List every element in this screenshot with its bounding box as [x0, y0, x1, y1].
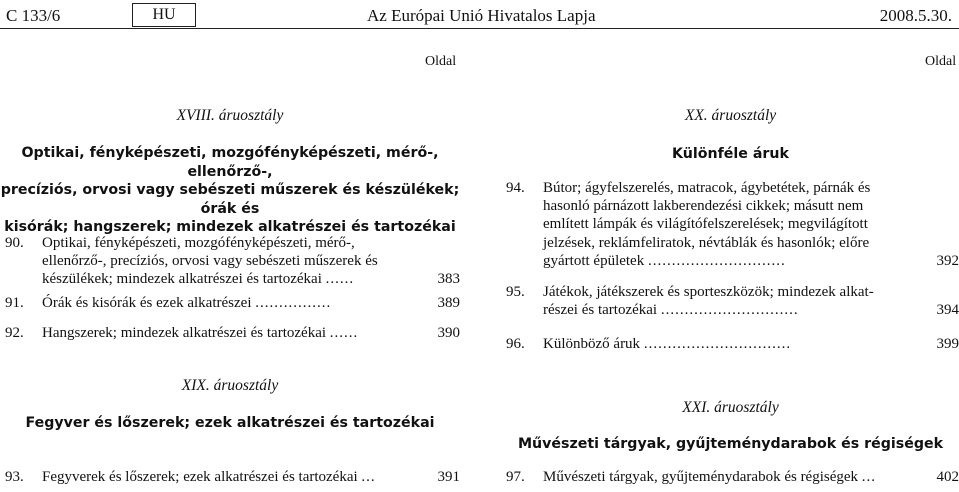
entry-line: Hangszerek; mindezek alkatrészei és tartozékai — [42, 325, 327, 341]
entry-line: Bútor; ágyfelszerelés, matracok, ágybetétek, párnák és — [543, 180, 871, 196]
toc-entry-96 — [502, 335, 959, 355]
toc-entry-93 — [0, 468, 460, 488]
entry-page: 391 — [437, 469, 460, 485]
entry-page: 390 — [437, 325, 460, 341]
section-subtitle-xx: Különféle áruk — [672, 146, 789, 162]
entry-line: ellenőrző-, precíziós, orvosi vagy sebészeti műszerek és — [42, 253, 378, 270]
entry-line: Játékok, játékszerek és sporteszközök; mindezek alkat- — [543, 284, 874, 300]
entry-dots: ............................. — [647, 252, 786, 269]
page-column-label-right: Oldal — [925, 54, 957, 69]
entry-text — [543, 335, 791, 353]
publication-date: 2008.5.30. — [879, 6, 952, 25]
section-subtitle-xxi: Művészeti tárgyak, gyűjteménydarabok és régiségek — [517, 436, 944, 452]
subtitle-line: kisórák; hangszerek; mindezek alkatrészei és tartozékai — [4, 219, 456, 235]
journal-title: Az Európai Unió Hivatalos Lapja — [367, 6, 596, 25]
entry-page: 402 — [936, 469, 959, 485]
subtitle-line: Optikai, fényképészeti, mozgófényképészeti, mérő-, ellenőrző-, — [21, 145, 439, 180]
entry-number: 95. — [506, 284, 525, 300]
toc-entry-92 — [0, 324, 460, 344]
entry-number: 91. — [5, 295, 24, 311]
entry-text — [42, 234, 378, 289]
entry-dots: ................ — [255, 295, 332, 311]
entry-number: 96. — [506, 336, 525, 352]
subtitle-line: precíziós, orvosi vagy sebészeti műszerek és készülékek; órák és — [0, 182, 460, 217]
entry-line: Fegyverek és lőszerek; ezek alkatrészei és tartozékai — [42, 469, 358, 485]
entry-page: 383 — [437, 271, 460, 288]
entry-line: említett lámpák és világítófelszerelések; megvilágított — [543, 216, 868, 233]
entry-dots: ...... — [325, 271, 355, 288]
entry-dots: ...... — [329, 325, 359, 341]
entry-line: részei és tartozékai — [543, 302, 658, 319]
entry-line: Optikai, fényképészeti, mozgófényképészeti, mérő-, — [42, 235, 355, 251]
entry-text — [543, 283, 874, 319]
entry-text — [543, 468, 876, 486]
section-title-xx: XX. áruosztály — [684, 107, 777, 124]
left-column — [0, 0, 460, 492]
entry-line: Különböző áruk — [543, 336, 641, 352]
entry-number: 94. — [506, 180, 525, 196]
section-title-xxi: XXI. áruosztály — [682, 399, 779, 416]
entry-dots: ............................. — [660, 302, 799, 319]
right-column — [502, 0, 959, 492]
toc-entry-91 — [0, 294, 460, 314]
entry-text — [543, 179, 870, 270]
toc-entry-95 — [502, 283, 959, 323]
entry-line: készülékek; mindezek alkatrészei és tartozékai — [42, 271, 322, 288]
toc-entry-94 — [502, 179, 959, 274]
entry-page: 389 — [437, 295, 460, 311]
entry-line: Órák és kisórák és ezek alkatrészei — [42, 295, 252, 311]
entry-text — [42, 468, 376, 486]
entry-number: 92. — [5, 325, 24, 341]
section-title-xviii: XVIII. áruosztály — [176, 107, 284, 124]
entry-number: 90. — [5, 235, 24, 251]
toc-entry-97 — [502, 468, 959, 488]
entry-text — [42, 294, 331, 312]
entry-number: 93. — [5, 469, 24, 485]
section-subtitle-xix: Fegyver és lőszerek; ezek alkatrészei és tartozékai — [25, 415, 435, 431]
entry-line: gyártott épületek — [543, 252, 645, 269]
entry-page: 392 — [936, 252, 959, 269]
journal-code: C 133/6 — [6, 6, 61, 25]
entry-line: jelzések, reklámfeliratok, névtáblák és hasonlók; előre — [543, 234, 870, 251]
entry-text — [42, 324, 358, 342]
entry-number: 97. — [506, 469, 525, 485]
entry-line: Művészeti tárgyak, gyűjteménydarabok és régiségek — [543, 469, 859, 485]
section-subtitle-xviii — [0, 144, 460, 237]
entry-line: hasonló párnázott lakberendezési cikkek; másutt nem — [543, 198, 864, 215]
entry-dots: ... — [361, 469, 376, 485]
section-title-xix: XIX. áruosztály — [181, 377, 279, 394]
language-box: HU — [132, 3, 196, 27]
entry-page: 394 — [936, 302, 959, 319]
entry-page: 399 — [936, 336, 959, 352]
page-column-label-left: Oldal — [425, 54, 457, 69]
entry-dots: ... — [861, 469, 877, 485]
entry-dots: ............................... — [643, 336, 792, 352]
